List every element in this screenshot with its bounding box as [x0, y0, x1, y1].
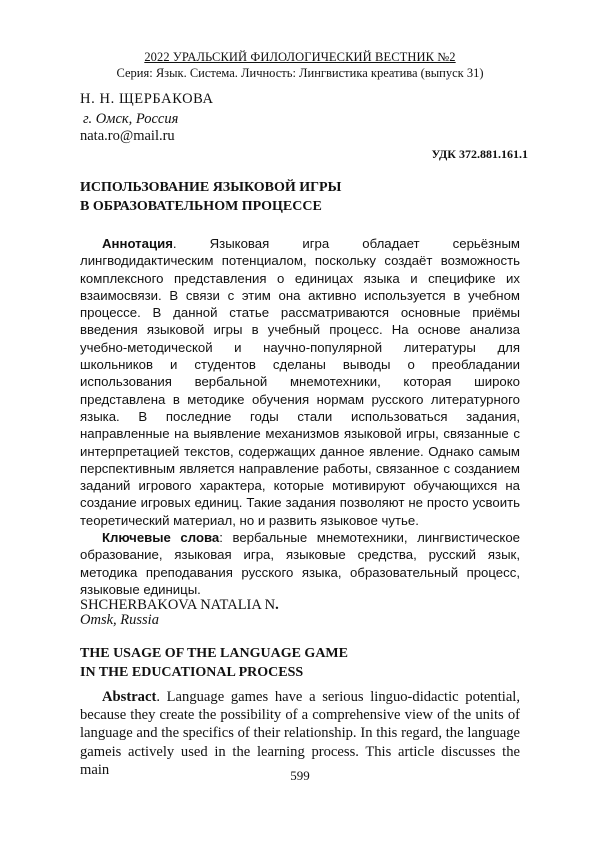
abstract-ru-label: Аннотация: [102, 236, 173, 251]
abstract-en: [80, 688, 520, 779]
abstract-ru-text: . Языковая игра обладает серьёзным лингводидактическим потенциалом, поскольку создаёт возможность комплексного представления о единицах языка и специфике их взаимосвязи. В связи с этим она активно используется в учебном процессе. В данной статье рассматриваются основные приёмы введения языковой игры в учебный процесс. На основе анализа учебно-методической и научно-популярной литературы для школьников и студентов сделаны выводы о преобладании использования вербальной мнемотехники, которая широко представлена в методике обучения нормам русского литературного языка. В последние годы стали использоваться задания, направленные на выявление механизмов языковой игры, связанные с интерпретацией текстов, содержащих данное явление. Однако самым перспективным является направление работы, связанное с созданием заданий игрового характера, которые мотивируют обучающихся на создание игровых единиц. Такие задания позволяют не просто усвоить теоретический материал, но и развить языковое чутье.: [80, 236, 520, 528]
journal-series: Серия: Язык. Система. Личность: Лингвистика креатива (выпуск 31): [116, 66, 484, 80]
abstract-ru-paragraph: [80, 235, 520, 529]
article-title-en-line2: IN THE EDUCATIONAL PROCESS: [80, 665, 304, 680]
author-name: Н. Н. ЩЕРБАКОВА: [80, 91, 214, 107]
article-title-ru-line2: В ОБРАЗОВАТЕЛЬНОМ ПРОЦЕССЕ: [80, 199, 322, 214]
journal-title: 2022 УРАЛЬСКИЙ ФИЛОЛОГИЧЕСКИЙ ВЕСТНИК №2: [144, 50, 456, 64]
article-title-ru: [80, 178, 341, 216]
abstract-en-label: Abstract: [102, 689, 157, 705]
page-number: 599: [290, 768, 310, 783]
udk-code: УДК 372.881.161.1: [431, 147, 528, 161]
keywords-ru-text: : вербальные мнемотехники, лингвистическое образование, языковая игра, языковые средства, русский язык, методика преподавания русского языка, образовательный процесс, языковые единицы.: [80, 530, 520, 597]
keywords-ru-label: Ключевые слова: [102, 530, 220, 546]
article-title-en-line1: THE USAGE OF THE LANGUAGE GAME: [80, 646, 348, 661]
author-email: nata.ro@mail.ru: [80, 128, 175, 144]
keywords-ru-paragraph: [80, 529, 520, 598]
abstract-ru: [80, 235, 520, 598]
abstract-en-text: . Language games have a serious linguo-didactic potential, because they create the possibility of a comprehensive view of the units of language and the specifics of their relationship. In this regard, the language gameis actively used in the learning process. This article discusses the main: [80, 689, 520, 778]
author-city: г. Омск, Россия: [83, 111, 179, 127]
abstract-en-paragraph: [80, 688, 520, 779]
author-city-en: Omsk, Russia: [80, 612, 159, 628]
author-name-en-text: SHCHERBAKOVA NATALIA N: [80, 597, 276, 613]
article-title-en: [80, 644, 348, 682]
article-title-ru-line1: ИСПОЛЬЗОВАНИЕ ЯЗЫКОВОЙ ИГРЫ: [80, 180, 342, 195]
author-name-en-dot: .: [275, 597, 279, 613]
